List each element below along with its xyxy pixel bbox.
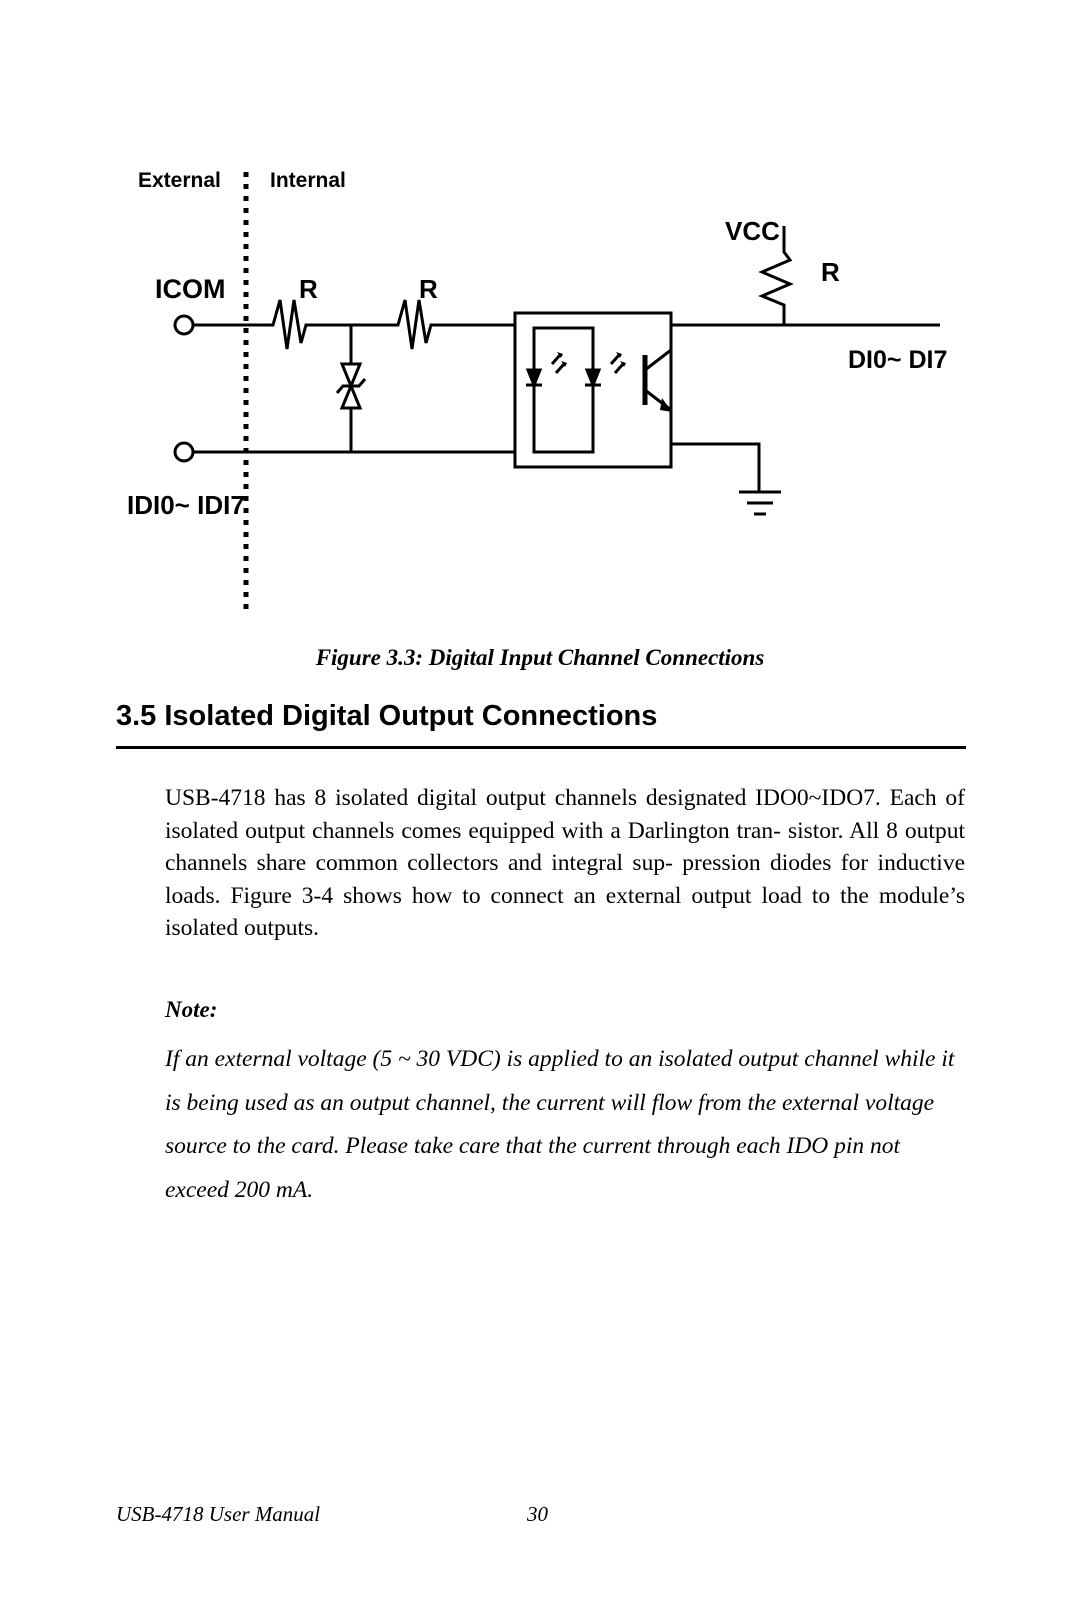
icom-terminal-icon: [175, 316, 193, 334]
pullup-resistor-label: R: [821, 257, 840, 287]
resistor-label-2: R: [419, 274, 438, 304]
input-resistor-chain: [193, 300, 515, 349]
ground-icon: [739, 492, 781, 514]
resistor-label-1: R: [299, 274, 318, 304]
icom-label: ICOM: [155, 274, 226, 304]
digital-input-circuit-diagram: [0, 0, 1080, 640]
phototransistor-leads: [645, 350, 671, 410]
heading-rule: [116, 746, 966, 749]
footer-page-number: 30: [527, 1502, 548, 1526]
internal-label: Internal: [270, 169, 346, 192]
idi-input-label: IDI0~ IDI7: [127, 490, 245, 520]
di-output-label: DI0~ DI7: [848, 346, 948, 374]
figure-caption: Figure 3.3: Digital Input Channel Connections: [315, 645, 765, 670]
section-heading: 3.5 Isolated Digital Output Connections: [116, 700, 658, 732]
led-2-emission-icon: [611, 355, 623, 373]
section-body-paragraph: USB-4718 has 8 isolated digital output channels designated IDO0~IDO7. Each of isolated output channels comes equipped with a Darlington tran- sistor. All 8 output channels share common collectors and integral sup- pression diodes for inductive loads. Figure 3-4 shows how to connect an external output load to the module’s isolated outputs.: [165, 785, 965, 941]
footer-manual-title: USB-4718 User Manual: [116, 1502, 321, 1526]
external-label: External: [138, 169, 221, 192]
note-label: Note:: [165, 997, 218, 1022]
idi-terminal-icon: [175, 443, 193, 461]
led-1-emission-icon: [552, 355, 564, 373]
led-pair-loop: [534, 328, 593, 452]
zener-bar: [337, 379, 365, 393]
note-text: If an external voltage (5 ~ 30 VDC) is applied to an isolated output channel while it is being used as an output channel, the current will flow from the external voltage source to the card. Please take care that the current through each IDO pin not exceed 200 mA.: [165, 1046, 955, 1203]
vcc-label: VCC: [725, 216, 780, 246]
